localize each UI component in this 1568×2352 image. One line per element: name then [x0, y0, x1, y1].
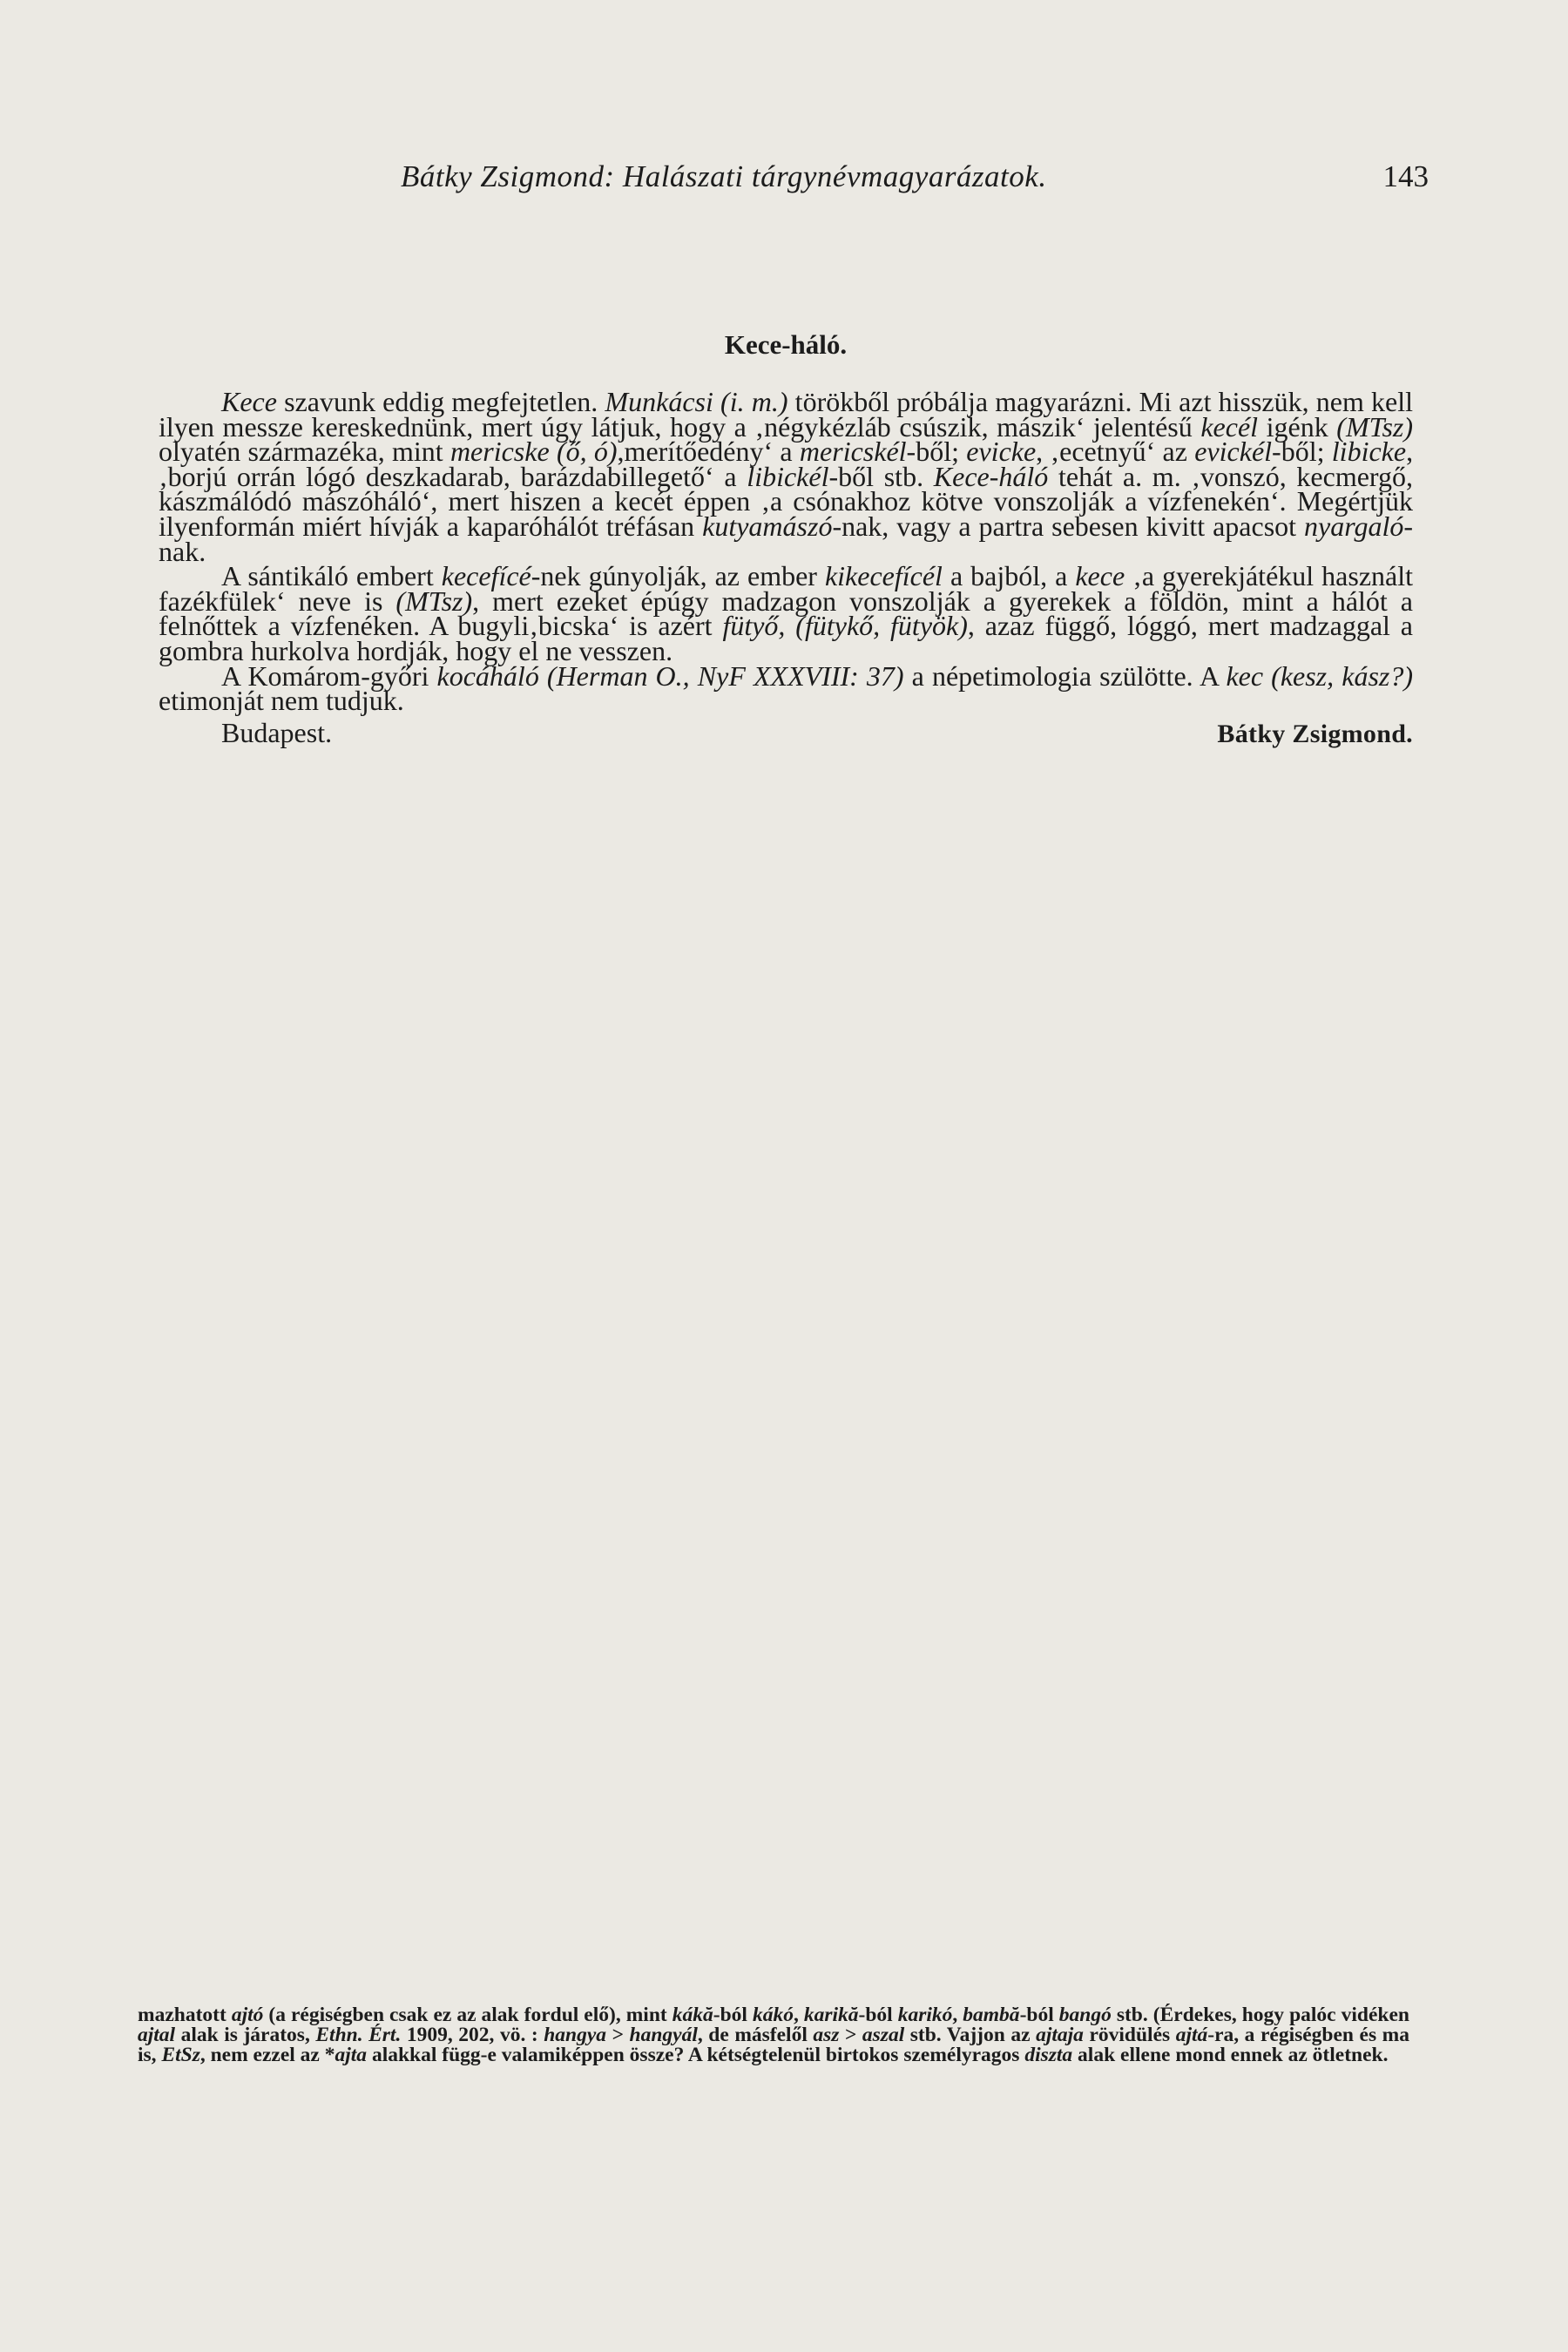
article-title: Kece-háló.	[724, 329, 848, 360]
footnote: mazhatott ajtó (a régiségben csak ez az alak fordul elő), mint kákă-ból kákó, karikă-ból karikó, bambă-ból bangó stb. (Érdekes, hogy palóc vidéken ajtal alak is járatos, Ethn. Ért. 1909, 202, vö. : hangya > hangyál, de másfelől asz > aszal stb. Vajjon az ajtaja rövidülés ajtá-ra, a régiségben és ma is, EtSz, nem ezzel az *ajta alakkal függ-e valamiképpen össze? A kétségtelenül birtokos személyragos diszta alak ellene mond ennek az ötletnek.	[138, 2004, 1409, 2066]
article-body	[159, 386, 1414, 717]
running-head	[157, 159, 1429, 212]
author: Bátky Zsigmond.	[1217, 719, 1413, 748]
paragraph-1: Kece szavunk eddig megfejtetlen. Munkácsi (i. m.) törökből próbálja magyarázni. Mi azt hisszük, nem kell ilyen messze kereskednünk, mert úgy látjuk, hogy a ‚négykézláb csúszik, mászik‘ jelentésű kecél igénk (MTsz) olyatén származéka, mint mericske (ő, ó),merítőedény‘ a mericskél-ből; evicke, ‚ecetnyű‘ az evickél-ből; libicke, ‚borjú orrán lógó deszkadarab, barázdabillegető‘ a libickél-ből stb. Kece-háló tehát a. m. ‚vonszó, kecmergő, kászmálódó mászóháló‘, mert hiszen a kecét éppen ‚a csónakhoz kötve vonszolják a vízfenekén‘. Megértjük ilyenformán miért hívják a kaparóhálót tréfásan kutyamászó-nak, vagy a partra sebesen kivitt apacsot nyargaló-nak.	[159, 386, 1414, 567]
article	[159, 329, 1413, 749]
paragraph-2: A sántikáló embert kecefícé-nek gúnyolják, az ember kikecefícél a bajból, a kece ‚a gyerekjátékul használt fazékfülek‘ neve is (MTsz), mert ezeket épúgy madzagon vonszolják a gyerekek a földön, mint a hálót a felnőttek a vízfenéken. A bugyli‚bicska‘ is azért fütyő, (fütykő, fütyök), azaz függő, lóggó, mert madzaggal a gombra hurkolva hordják, hogy el ne vesszen.	[159, 560, 1414, 666]
place: Budapest.	[221, 716, 333, 748]
running-title: Bátky Zsigmond: Halászati tárgynévmagyarázatok.	[401, 159, 1047, 193]
signature	[159, 717, 1413, 749]
page-number: 143	[1382, 159, 1429, 193]
paragraph-3: A Komárom-győri kocáháló (Herman O., NyF XXXVIII: 37) a népetimologia szülötte. A kec (kesz, kász?) etimonját nem tudjuk.	[159, 659, 1414, 717]
